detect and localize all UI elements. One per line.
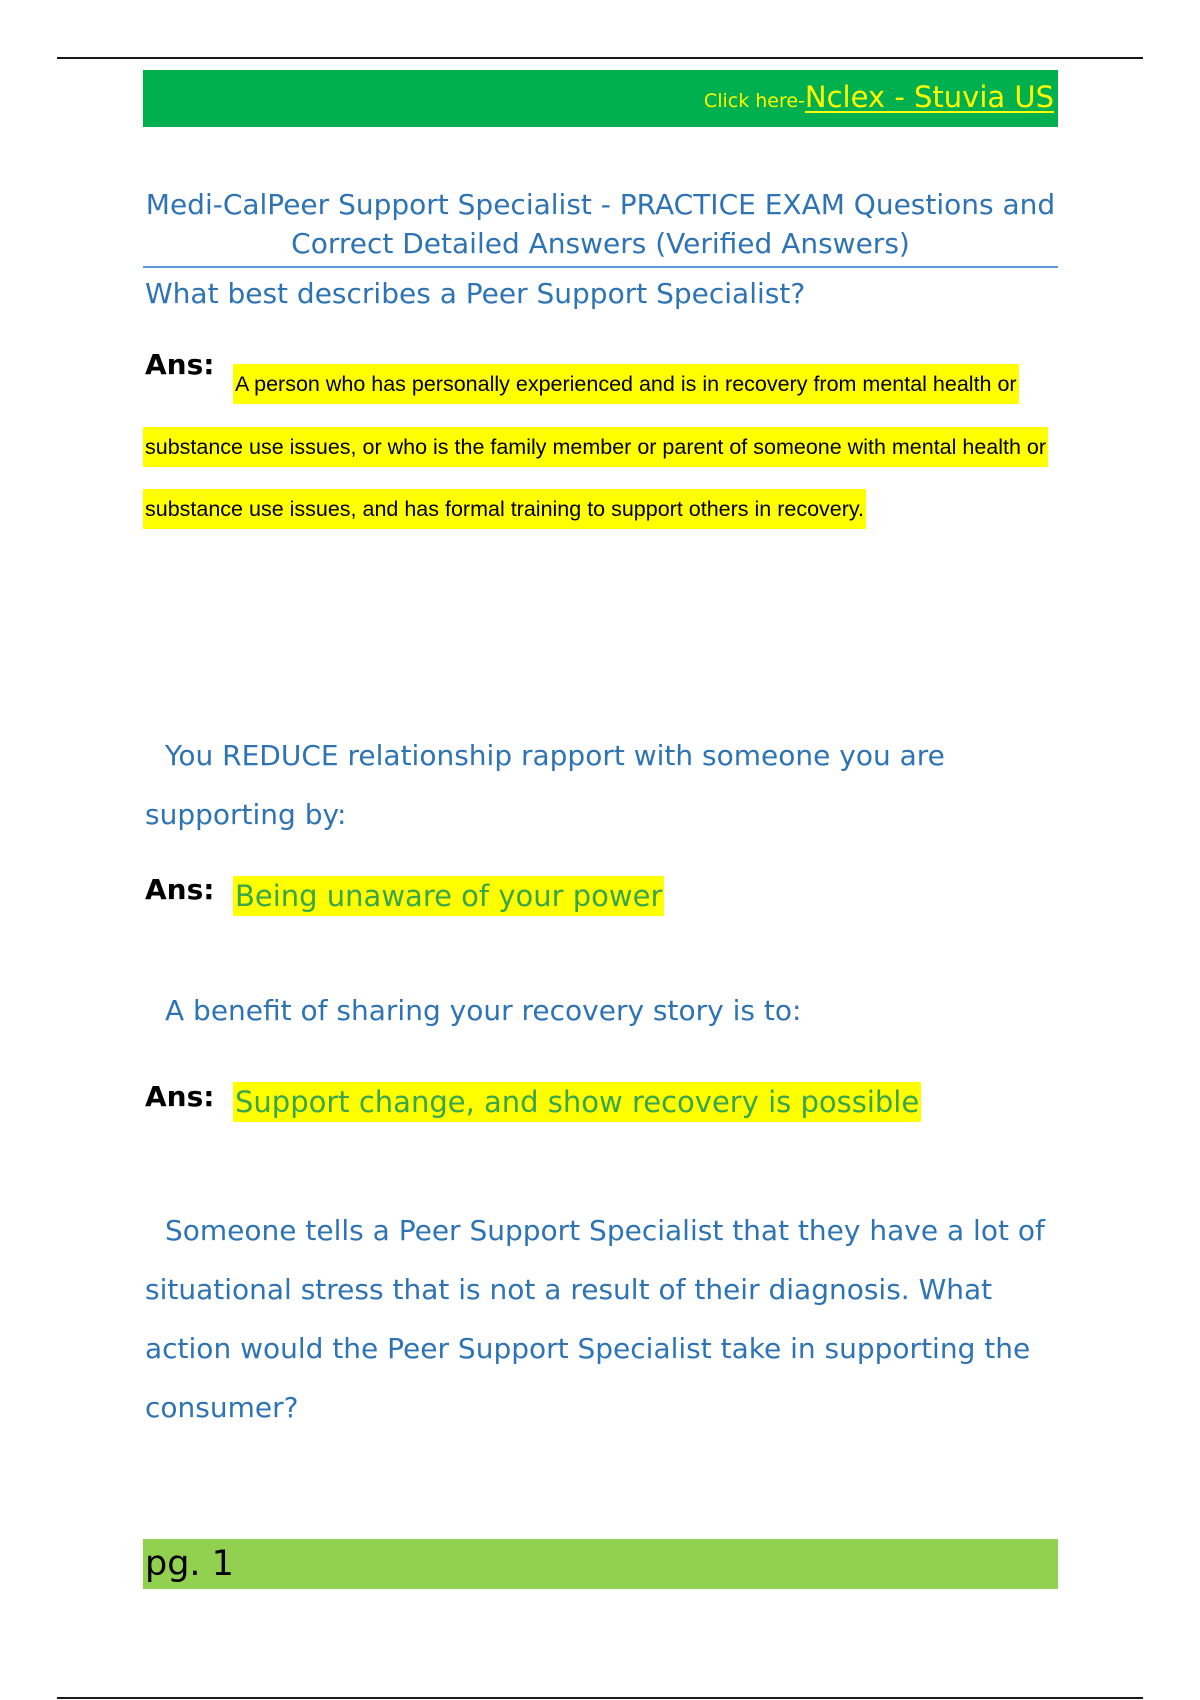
answer-1-text: A person who has personally experienced and is in recovery from mental health or substance use issues, or who is the family member or parent of someone with mental health or substance use issues, and has formal training to support others in recovery. xyxy=(143,364,1048,529)
header-banner xyxy=(143,70,1058,127)
banner-content xyxy=(704,80,1054,114)
answer-label-2: Ans: xyxy=(145,873,215,906)
answer-1 xyxy=(143,353,1058,541)
question-4: Someone tells a Peer Support Specialist that they have a lot of situational stress that is not a result of their diagnosis. What action would the Peer Support Specialist take in supporting the consumer? xyxy=(145,1214,1045,1424)
bottom-rule xyxy=(57,1697,1143,1699)
question-3: A benefit of sharing your recovery story is to: xyxy=(165,994,802,1027)
document-title: Medi-CalPeer Support Specialist - PRACTICE EXAM Questions and Correct Detailed Answers (Verified Answers) xyxy=(145,188,1056,260)
answer-label-3: Ans: xyxy=(145,1080,215,1113)
banner-prefix: Click here- xyxy=(703,90,805,112)
top-rule xyxy=(57,57,1143,59)
footer-bar xyxy=(143,1539,1058,1589)
page-number: pg. 1 xyxy=(145,1544,234,1584)
title-underline xyxy=(143,266,1058,268)
answer-3: Support change, and show recovery is possible xyxy=(233,1082,921,1122)
question-1: What best describes a Peer Support Specialist? xyxy=(145,277,806,310)
answer-2: Being unaware of your power xyxy=(233,876,664,916)
banner-link[interactable]: Nclex - Stuvia US xyxy=(804,80,1054,114)
question-2: You REDUCE relationship rapport with someone you are supporting by: xyxy=(145,739,945,831)
answer-label-1: Ans: xyxy=(145,348,215,381)
